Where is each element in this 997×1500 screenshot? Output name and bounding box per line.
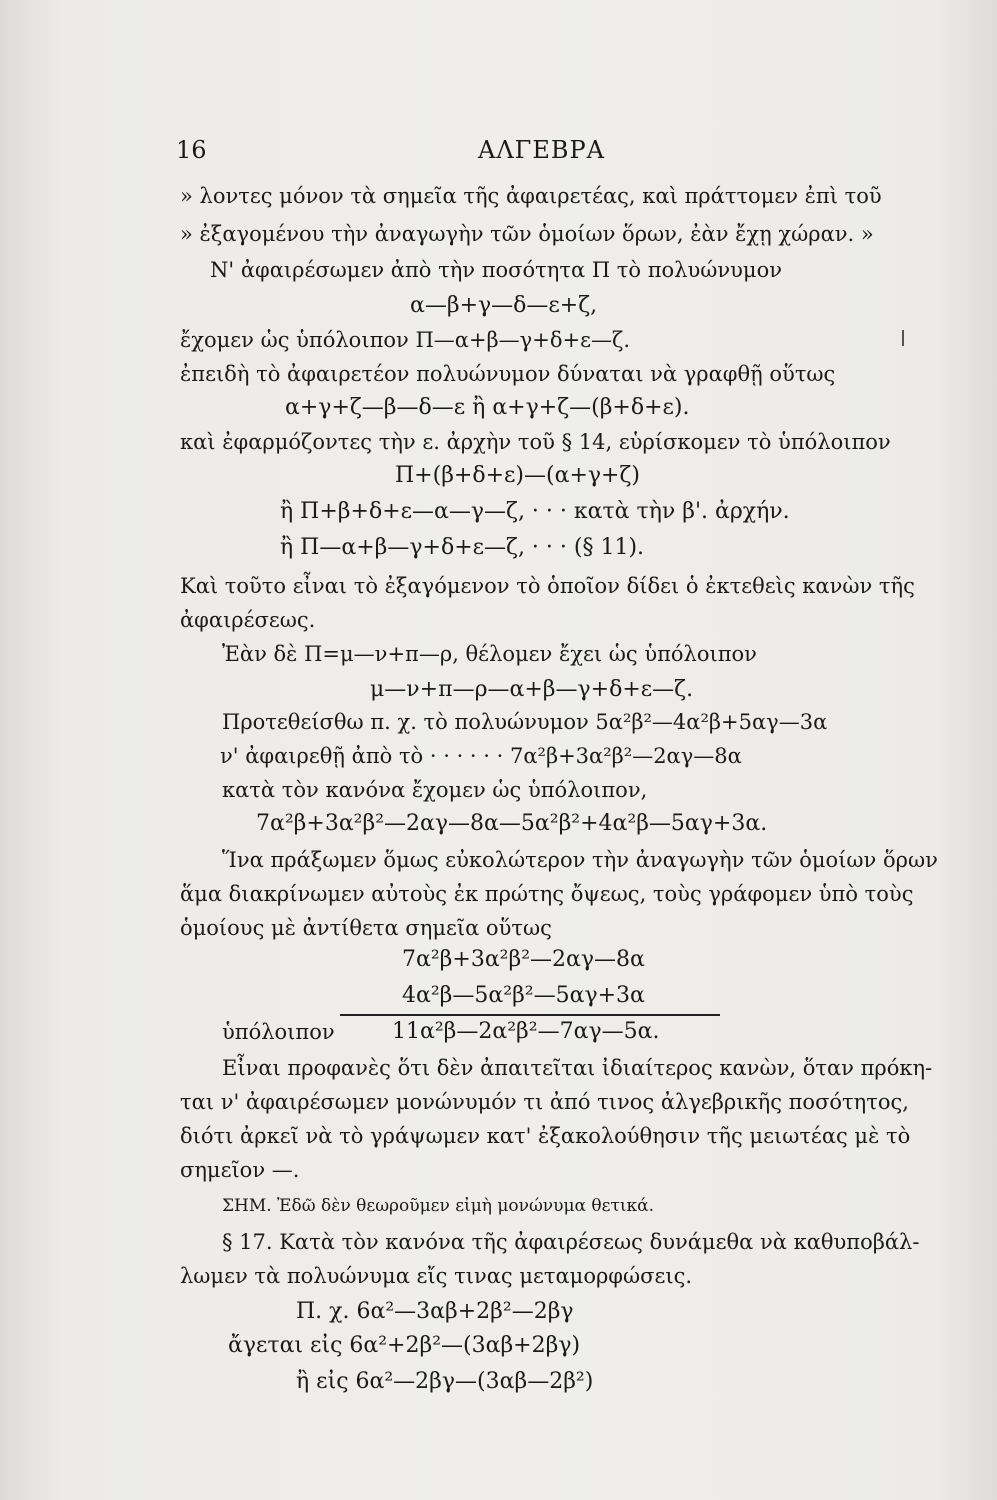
equation-line: 11α²β—2α²β²—7αγ—5α. xyxy=(392,1019,660,1044)
text-line: ν' ἀφαιρεθῇ ἀπὸ τὸ · · · · · · 7α²β+3α²β²—2αγ—8α xyxy=(220,744,742,768)
text-line: ὁμοίους μὲ ἀντίθετα σημεῖα οὕτως xyxy=(180,916,552,940)
text-line: ἅμα διακρίνωμεν αὐτοὺς ἐκ πρώτης ὄψεως, τοὺς γράφομεν ὑπὸ τοὺς xyxy=(180,882,914,906)
equation-line: ἄγεται εἰς 6α²+2β²—(3αβ+2βγ) xyxy=(228,1333,581,1358)
text-line: λωμεν τὰ πολυώνυμα εἴς τινας μεταμορφώσεις. xyxy=(180,1264,693,1288)
equation-line: Π+(β+δ+ε)—(α+γ+ζ) xyxy=(395,463,640,488)
equation-line: ἢ Π+β+δ+ε—α—γ—ζ, · · · κατὰ τὴν β'. ἀρχήν. xyxy=(280,499,790,524)
equation-line: 4α²β—5α²β²—5αγ+3α xyxy=(402,983,645,1008)
text-line: Ἐὰν δὲ Π=μ—ν+π—ρ, θέλομεν ἔχει ὡς ὑπόλοιπον xyxy=(222,642,757,666)
text-line: Ἵνα πράξωμεν ὅμως εὐκολώτερον τὴν ἀναγωγὴν τῶν ὁμοίων ὅρων xyxy=(222,848,938,872)
equation-line: Π. χ. 6α²—3αβ+2β²—2βγ xyxy=(296,1299,574,1324)
equation-line: 7α²β+3α²β²—2αγ—8α—5α²β²+4α²β—5αγ+3α. xyxy=(256,811,768,836)
running-title: ΑΛΓΕΒΡΑ xyxy=(478,136,605,164)
equation-line: α—β+γ—δ—ε+ζ, xyxy=(410,293,598,318)
text-line: ἀφαιρέσεως. xyxy=(180,608,316,632)
text-line: καὶ ἐφαρμόζοντες τὴν ε. ἀρχὴν τοῦ § 14, εὑρίσκομεν τὸ ὑπόλοιπον xyxy=(180,430,891,454)
text-line: Προτεθείσθω π. χ. τὸ πολυώνυμον 5α²β²—4α²β+5αγ—3α xyxy=(222,710,828,734)
remainder-label: ὑπόλοιπον xyxy=(222,1020,335,1044)
text-line: ται ν' ἀφαιρέσωμεν μονώνυμόν τι ἀπό τινος ἀλγεβρικῆς ποσότητος, xyxy=(180,1090,909,1114)
section-heading-line: § 17. Κατὰ τὸν κανόνα τῆς ἀφαιρέσεως δυνάμεθα νὰ καθυποβάλ- xyxy=(222,1230,920,1254)
margin-mark xyxy=(902,330,904,346)
text-line: διότι ἀρκεῖ νὰ τὸ γράψωμεν κατ' ἐξακολούθησιν τῆς μειωτέας μὲ τὸ xyxy=(180,1124,911,1148)
note-line: ΣΗΜ. Ἐδῶ δὲν θεωροῦμεν εἰμὴ μονώνυμα θετικά. xyxy=(222,1196,655,1216)
text-line: σημεῖον —. xyxy=(180,1158,300,1182)
equation-line: μ—ν+π—ρ—α+β—γ+δ+ε—ζ. xyxy=(370,677,694,702)
equation-line: ἢ εἰς 6α²—2βγ—(3αβ—2β²) xyxy=(296,1369,594,1394)
equation-line: ἢ Π—α+β—γ+δ+ε—ζ, · · · (§ 11). xyxy=(280,535,645,560)
text-line: ἐπειδὴ τὸ ἀφαιρετέον πολυώνυμον δύναται νὰ γραφθῇ οὕτως xyxy=(180,362,836,386)
text-line: Ν' ἀφαιρέσωμεν ἀπὸ τὴν ποσότητα Π τὸ πολυώνυμον xyxy=(210,258,782,282)
text-line: » λοντες μόνον τὰ σημεῖα τῆς ἀφαιρετέας, καὶ πράττομεν ἐπὶ τοῦ xyxy=(180,184,882,208)
text-line: Εἶναι προφανὲς ὅτι δὲν ἀπαιτεῖται ἰδιαίτερος κανὼν, ὅταν πρόκη- xyxy=(222,1056,933,1080)
equation-line: 7α²β+3α²β²—2αγ—8α xyxy=(402,947,645,972)
subtraction-rule xyxy=(340,1014,720,1016)
text-line: » ἐξαγομένου τὴν ἀναγωγὴν τῶν ὁμοίων ὅρων, ἐὰν ἔχῃ χώραν. » xyxy=(180,222,874,246)
page-number: 16 xyxy=(176,136,207,164)
text-line: κατὰ τὸν κανόνα ἔχομεν ὡς ὑπόλοιπον, xyxy=(222,778,648,802)
equation-line: α+γ+ζ—β—δ—ε ἢ α+γ+ζ—(β+δ+ε). xyxy=(285,395,690,420)
text-line: Καὶ τοῦτο εἶναι τὸ ἐξαγόμενον τὸ ὁποῖον δίδει ὁ ἐκτεθεὶς κανὼν τῆς xyxy=(180,574,915,598)
text-line: ἔχομεν ὡς ὑπόλοιπον Π—α+β—γ+δ+ε—ζ. xyxy=(180,328,631,352)
